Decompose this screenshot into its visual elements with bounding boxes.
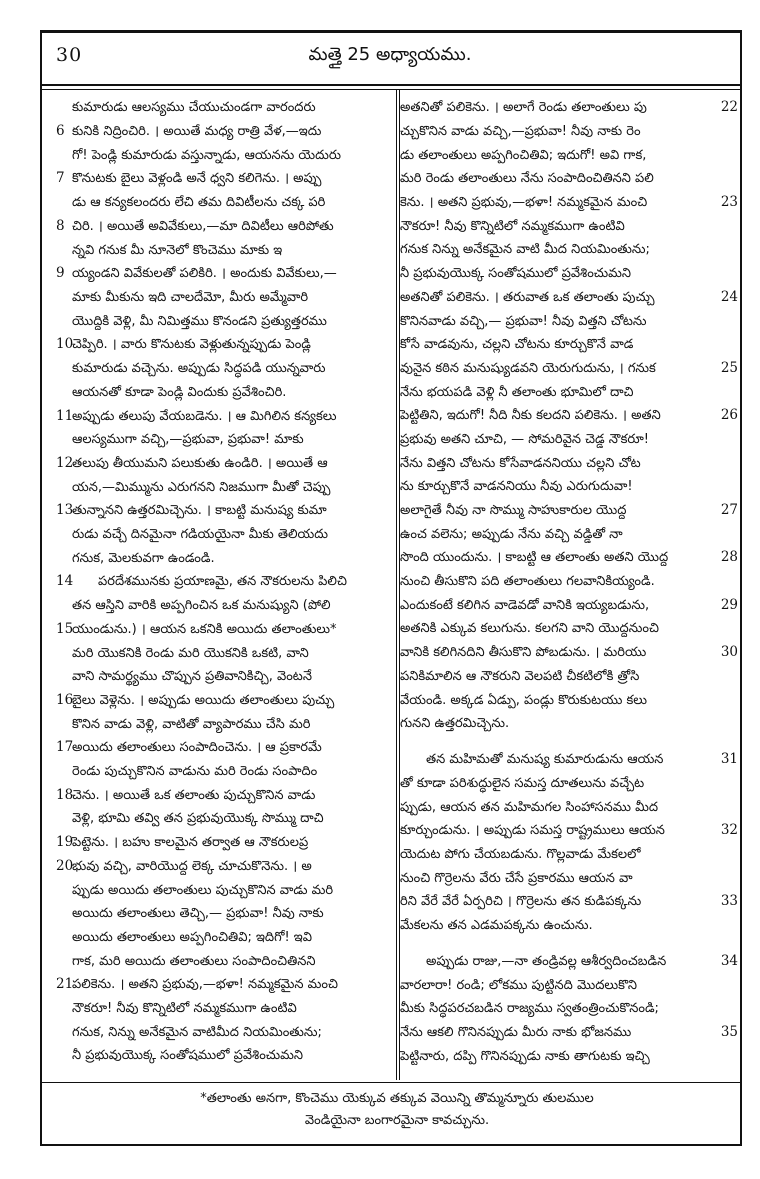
- verse-number: 29: [720, 596, 738, 613]
- text-line: [400, 819, 738, 843]
- line-text: యెదుట పోగు చేయబడును. గొల్లవాడు మేకలలో: [400, 846, 641, 862]
- text-line: [56, 617, 392, 641]
- text-line: [400, 843, 738, 867]
- line-text: కెను. । అతని ప్రభువు,—భళా! నమ్మకమైన మంచి: [400, 195, 648, 211]
- text-line: [400, 546, 738, 570]
- line-text: మేకలను తన ఎడమపక్కను ఉంచును.: [400, 918, 593, 933]
- line-text: మరి రెండు తలాంతులు నేను సంపాదించితినని పలి: [400, 171, 654, 187]
- text-line: [56, 973, 392, 997]
- line-text: తన ఆస్తిని వారికి అప్పగించిన ఒక మనుష్యుని (పోలి: [72, 598, 331, 614]
- text-line: [56, 238, 392, 262]
- text-line: [400, 1044, 738, 1068]
- verse-number: 9: [56, 265, 65, 282]
- verse-number: 27: [720, 502, 738, 519]
- line-text: మాకు మీకును ఇది చాలదేమో, మీరు అమ్మేవారి: [72, 289, 309, 305]
- footnote-line-1: *తలాంతు అనగా, కొంచెము యెక్కువ తక్కువ వెయిన్ని తొమ్మన్నూరు తులముల: [200, 1091, 594, 1106]
- line-text: అయిదు తలాంతులు సంపాదించెను. । ఆ ప్రకారమే: [72, 740, 322, 756]
- text-line: [400, 772, 738, 796]
- text-line: [56, 902, 392, 926]
- page-title: మత్తై 25 అధ్యాయము.: [308, 44, 472, 65]
- text-line: [400, 617, 738, 641]
- text-line: [56, 1020, 392, 1044]
- line-text: యొద్దికి వెళ్లి, మీ నిమిత్తము కొనండని ప్రత్యుత్తరము: [72, 313, 327, 329]
- verse-number: 19: [56, 834, 74, 851]
- line-text: కోసే వాడవును, చల్లని చోటను కూర్చుకొనే వాడ: [400, 337, 634, 353]
- frame-bottom-rule: [40, 1144, 742, 1146]
- line-text: భువు వచ్చి, వారియొద్ద లెక్క చూచుకొనెను. । అ: [72, 858, 312, 874]
- paragraph-gap: [400, 736, 738, 748]
- text-line: [56, 499, 392, 523]
- line-text: వానికి కలిగినదిని తీసుకొని పోబడును. । మరియు: [400, 645, 647, 661]
- verse-number: 22: [720, 99, 738, 116]
- text-line: [56, 428, 392, 452]
- text-line: [56, 380, 392, 404]
- text-line: [400, 214, 738, 238]
- verse-number: 23: [720, 194, 738, 211]
- text-line: [56, 712, 392, 736]
- right-column: [400, 96, 738, 1068]
- line-text: నీ ప్రభువుయొక్క సంతోషములో ప్రవేశించుమని: [72, 1048, 304, 1064]
- text-line: [400, 914, 738, 938]
- line-text: అతనితో పలికెను. । తరువాత ఒక తలాంతు పుచ్చు: [400, 289, 655, 305]
- text-line: [400, 451, 738, 475]
- line-text: న్నవి గనుక మీ నూనెలో కొంచెము మాకు ఇ: [72, 242, 283, 258]
- text-line: [56, 96, 392, 120]
- line-text: పలికెను. । అతని ప్రభువు,—భళా! నమ్మకమైన మంచి: [72, 977, 338, 993]
- text-line: [56, 309, 392, 333]
- text-line: [56, 949, 392, 973]
- verse-number: 32: [720, 822, 738, 839]
- text-line: [400, 997, 738, 1021]
- line-text: ప్పుడు, ఆయన తన మహిమగల సింహాసనము మీద: [400, 799, 659, 815]
- line-text: చిరి. । అయితే అవివేకులు,—మా దివిటీలు ఆరిపోతు: [72, 218, 334, 234]
- text-line: [400, 522, 738, 546]
- text-line: [56, 760, 392, 784]
- verse-number: 31: [720, 751, 738, 768]
- line-text: రిని వేరే వేరే ఏర్పరిచి । గొర్రెలను తన కుడిపక్కను: [400, 894, 642, 910]
- text-line: [400, 428, 738, 452]
- line-text: నేను విత్తని చోటను కోసేవాడననియు చల్లని చోట: [400, 455, 641, 471]
- line-text: గనుక, మెలకువగా ఉండండి.: [72, 550, 215, 566]
- header-rule-thin: [40, 89, 742, 90]
- text-line: [56, 594, 392, 618]
- verse-number: 10: [56, 336, 74, 353]
- text-line: [400, 96, 738, 120]
- line-text: కుమారుడు ఆలస్యము చేయుచుండగా వారందరు: [72, 100, 316, 116]
- line-text: అలాగైతే నీవు నా సొమ్ము సాహుకారుల యొద్ద: [400, 503, 627, 519]
- text-line: [56, 452, 392, 476]
- text-line: [56, 783, 392, 807]
- line-text: అయిదు తలాంతులు అప్పగించితివి; ఇదిగో! ఇవి: [72, 929, 312, 945]
- text-line: [400, 333, 738, 357]
- text-line: [400, 890, 738, 914]
- text-line: [400, 570, 738, 594]
- text-line: [400, 286, 738, 310]
- verse-number: 15: [56, 620, 74, 637]
- text-line: [56, 357, 392, 381]
- verse-number: 13: [56, 502, 74, 519]
- text-line: [56, 641, 392, 665]
- verse-number: 6: [56, 123, 65, 140]
- text-line: [56, 523, 392, 547]
- text-line: [400, 665, 738, 689]
- line-text: కునికి నిద్రించిరి. । అయితే మధ్య రాత్రి వేళ,—ఇదు: [72, 124, 322, 140]
- line-text: యన,—మిమ్మును ఎరుగనని నిజముగా మీతో చెప్పు: [72, 479, 331, 495]
- text-line: [400, 1021, 738, 1045]
- text-line: [400, 309, 738, 333]
- text-line: [400, 688, 738, 712]
- verse-number: 25: [720, 359, 738, 376]
- line-text: నౌకరూ! నీవు కొన్నిటిలో నమ్మకముగా ఉంటివి: [72, 1001, 297, 1017]
- verse-number: 28: [720, 549, 738, 566]
- line-text: గనుక, నిన్ను అనేకమైన వాటిమీద నియమింతును;: [72, 1024, 322, 1040]
- line-text: ప్రభువు అతని చూచి, — సోమరివైన చెడ్డ నౌకరూ!: [400, 431, 649, 447]
- line-text: తున్నానని ఉత్తరమిచ్చెను. । కాబట్టి మనుష్య కుమా: [72, 503, 327, 519]
- frame-right-rule: [740, 30, 742, 1146]
- line-text: తో కూడా పరిశుద్ధులైన సమస్త దూతలును వచ్చేట: [400, 775, 645, 791]
- text-line: [56, 831, 392, 855]
- line-text: మరి యొకనికి రెండు మరి యొకనికి ఒకటి, వాని: [72, 645, 309, 661]
- text-line: [56, 570, 392, 594]
- line-text: ను కూర్చుకొనే వాడననియు నీవు ఎరుగుదువా!: [400, 479, 633, 495]
- line-text: రెండు పుచ్చుకొనిన వాడును మరి రెండు సంపాదిం: [72, 764, 318, 780]
- text-line: [400, 191, 738, 215]
- verse-number: 11: [56, 407, 74, 424]
- text-line: [400, 866, 738, 890]
- line-text: డు తలాంతులు అప్పగించితివి; ఇదుగో! అవి గాక,: [400, 147, 647, 163]
- text-line: [400, 795, 738, 819]
- verse-number: 7: [56, 170, 65, 187]
- line-text: నేను ఆకలి గొనినప్పుడు మీరు నాకు భోజనము: [400, 1025, 632, 1041]
- line-text: నౌకరూ! నీవు కొన్నిటిలో నమ్మకముగా ఉంటివి: [400, 218, 625, 234]
- text-line: [56, 665, 392, 689]
- line-text: కొనుటకు బైలు వెళ్లండి అనే ధ్వని కలిగెను. । అప్పు: [72, 171, 322, 187]
- line-text: కొనిన వాడు వెళ్లి, వాటితో వ్యాపారము చేసి మరి: [72, 716, 311, 732]
- text-line: [400, 357, 738, 381]
- text-line: [400, 262, 738, 286]
- text-line: [56, 333, 392, 357]
- page-number: 30: [56, 44, 83, 66]
- line-text: అతనితో పలికెను. । అలాగే రెండు తలాంతులు పు: [400, 100, 647, 116]
- footnote-line-2: వెండియైనా బంగారమైనా కావచ్చును.: [304, 1113, 490, 1128]
- line-text: కూర్చుండును. । అప్పుడు సమస్త రాష్ట్రములు ఆయన: [400, 823, 665, 839]
- line-text: చెను. । అయితే ఒక తలాంతు పుచ్చుకొనిన వాడు: [72, 787, 316, 803]
- text-line: [56, 475, 392, 499]
- line-text: నేను భయపడి వెళ్లి నీ తలాంతు భూమిలో దాచి: [400, 384, 634, 400]
- line-text: చ్చుకొనిన వాడు వచ్చి,—ప్రభువా! నీవు నాకు రెం: [400, 124, 641, 140]
- text-line: [400, 404, 738, 428]
- text-line: [56, 262, 392, 286]
- verse-number: 24: [720, 288, 738, 305]
- text-line: [56, 143, 392, 167]
- text-line: [56, 689, 392, 713]
- left-column: [56, 96, 392, 1068]
- text-line: [56, 997, 392, 1021]
- line-text: ప్పుడు అయిదు తలాంతులు పుచ్చుకొనిన వాడు మరి: [72, 882, 334, 898]
- verse-number: 14: [56, 573, 74, 590]
- line-text: చెప్పిరి. । వారు కొనుటకు వెళ్లుతున్నప్పుడు పెండ్లి: [72, 337, 311, 353]
- text-line: [56, 404, 392, 428]
- verse-number: 26: [720, 407, 738, 424]
- text-line: [400, 712, 738, 736]
- text-line: [56, 191, 392, 215]
- line-text: మీకు సిద్ధపరచబడిన రాజ్యము స్వతంత్రించుకొనండి;: [400, 1001, 659, 1017]
- verse-number: 16: [56, 691, 74, 708]
- text-line: [400, 748, 738, 772]
- text-line: [400, 475, 738, 499]
- verse-number: 8: [56, 217, 65, 234]
- line-text: గునని ఉత్తరమిచ్చెను.: [400, 716, 510, 732]
- verse-number: 21: [56, 976, 74, 993]
- line-text: గో! పెండ్లి కుమారుడు వస్తున్నాడు, ఆయనను యెదురు: [72, 147, 342, 163]
- column-divider: [396, 90, 397, 1080]
- text-line: [400, 641, 738, 665]
- line-text: రుడు వచ్చే దినమైనా గడియయైనా మీకు తెలియదు: [72, 527, 328, 543]
- line-text: య్యండని వివేకులతో పలికిరి. । అందుకు వివేకులు,—: [72, 266, 337, 282]
- text-line: [56, 807, 392, 831]
- line-text: పెట్టినారు, దప్పి గొనినప్పుడు నాకు తాగుటకు ఇచ్చి: [400, 1048, 650, 1064]
- verse-number: 34: [720, 952, 738, 969]
- line-text: ఎందుకంటే కలిగిన వాడెవడో వానికి ఇయ్యబడును,: [400, 597, 650, 613]
- text-line: [56, 878, 392, 902]
- verse-number: 17: [56, 739, 74, 756]
- text-line: [56, 1044, 392, 1068]
- text-line: [400, 950, 738, 974]
- text-line: [56, 736, 392, 760]
- text-line: [56, 286, 392, 310]
- line-text: బైలు వెళ్లెను. । అప్పుడు అయిదు తలాంతులు పుచ్చు: [72, 692, 335, 708]
- line-text: అతనికి ఎక్కువ కలుగును. కలగని వాని యొద్దనుంచి: [400, 621, 659, 637]
- verse-number: 12: [56, 454, 74, 471]
- verse-number: 18: [56, 786, 74, 803]
- line-text: అయిదు తలాంతులు తెచ్చి,— ప్రభువా! నీవు నాకు: [72, 906, 324, 922]
- line-text: తన మహిమతో మనుష్య కుమారుడును ఆయన: [426, 752, 664, 768]
- text-line: [56, 855, 392, 879]
- text-line: [56, 120, 392, 144]
- line-text: పెట్టెను. । బహు కాలమైన తర్వాత ఆ నౌకరులప్ర: [72, 835, 309, 851]
- text-line: [400, 167, 738, 191]
- header-rule-thick: [40, 84, 742, 86]
- text-line: [400, 143, 738, 167]
- line-text: పనికిమాలిన ఆ నౌకరుని వెలపటి చీకటిలోకి త్రోసి: [400, 668, 640, 684]
- line-text: గాక, మరి అయిదు తలాంతులు సంపాదించితినని: [72, 953, 316, 969]
- line-text: తలుపు తీయుమని పలుకుతు ఉండిరి. । అయితే ఆ: [72, 455, 328, 471]
- line-text: అప్పుడు తలుపు వేయబడెను. । ఆ మిగిలిన కన్యకలు: [72, 408, 337, 424]
- verse-number: 35: [720, 1024, 738, 1041]
- line-text: పెట్టితిని, ఇదుగో! నీది నీకు కలదని పలికెను. । అతని: [400, 408, 661, 424]
- paragraph-gap: [400, 937, 738, 949]
- text-line: [400, 380, 738, 404]
- line-text: ఆలస్యముగా వచ్చి,—ప్రభువా, ప్రభువా! మాకు: [72, 432, 304, 448]
- line-text: నుంచి తీసుకొని పది తలాంతులు గలవానికియ్యండి.: [400, 574, 655, 590]
- line-text: నీ ప్రభువుయొక్క సంతోషములో ప్రవేశించుమని: [400, 266, 632, 282]
- text-line: [400, 973, 738, 997]
- line-text: నుంచి గొర్రెలను వేరు చేసే ప్రకారము ఆయన వా: [400, 870, 633, 886]
- text-line: [56, 926, 392, 950]
- line-text: అప్పుడు రాజు,—నా తండ్రివల్ల ఆశీర్వదించబడిన: [426, 953, 667, 969]
- footnote-rule: [40, 1082, 742, 1083]
- line-text: గనుక నిన్ను అనేకమైన వాటి మీద నియమింతును;: [400, 242, 650, 258]
- line-text: ఉంచ వలెను; అప్పుడు నేను వచ్చి వడ్డితో నా: [400, 526, 623, 542]
- line-text: వెళ్లి, భూమి తవ్వి తన ప్రభువుయొక్క సొమ్ము దాచి: [72, 811, 324, 827]
- line-text: వాని సామర్థ్యము చొప్పున ప్రతివానికిచ్చి, వెంటనే: [72, 669, 312, 685]
- text-line: [56, 546, 392, 570]
- verse-number: 33: [720, 893, 738, 910]
- line-text: ఆయనతో కూడా పెండ్లి విందుకు ప్రవేశించిరి.: [72, 384, 287, 400]
- line-text: వేయండి. అక్కడ ఏడ్పు, పండ్లు కొరుకుటయు కలు: [400, 692, 647, 708]
- line-text: సొంది యుందును. । కాబట్టి ఆ తలాంతు అతని యొద్ద: [400, 550, 669, 566]
- verse-number: 20: [56, 857, 74, 874]
- line-text: కొనినవాడు వచ్చి,— ప్రభువా! నీవు విత్తని చోటను: [400, 313, 647, 329]
- line-text: వునైన కఠిన మనుష్యుడవని యెరుగుదును, । గనుక: [400, 360, 656, 376]
- line-text: డు ఆ కన్యకలందరు లేచి తమ దివిటీలను చక్క పరి: [72, 195, 326, 211]
- verse-number: 30: [720, 644, 738, 661]
- line-text: పరదేశమునకు ప్రయాణమై, తన నౌకరులను పిలిచి: [98, 574, 347, 590]
- frame-left-rule: [40, 30, 42, 1146]
- text-line: [400, 238, 738, 262]
- frame-top-rule: [40, 30, 742, 33]
- line-text: వారలారా! రండి; లోకము పుట్టినది మొదలుకొని: [400, 977, 637, 993]
- line-text: కుమారుడు వచ్చెను. అప్పుడు సిద్ధపడి యున్నవారు: [72, 361, 326, 377]
- text-line: [400, 120, 738, 144]
- text-line: [400, 593, 738, 617]
- line-text: యుండును.) । ఆయన ఒకనికి అయిదు తలాంతులు*: [72, 621, 337, 637]
- text-line: [56, 215, 392, 239]
- text-line: [400, 499, 738, 523]
- text-line: [56, 167, 392, 191]
